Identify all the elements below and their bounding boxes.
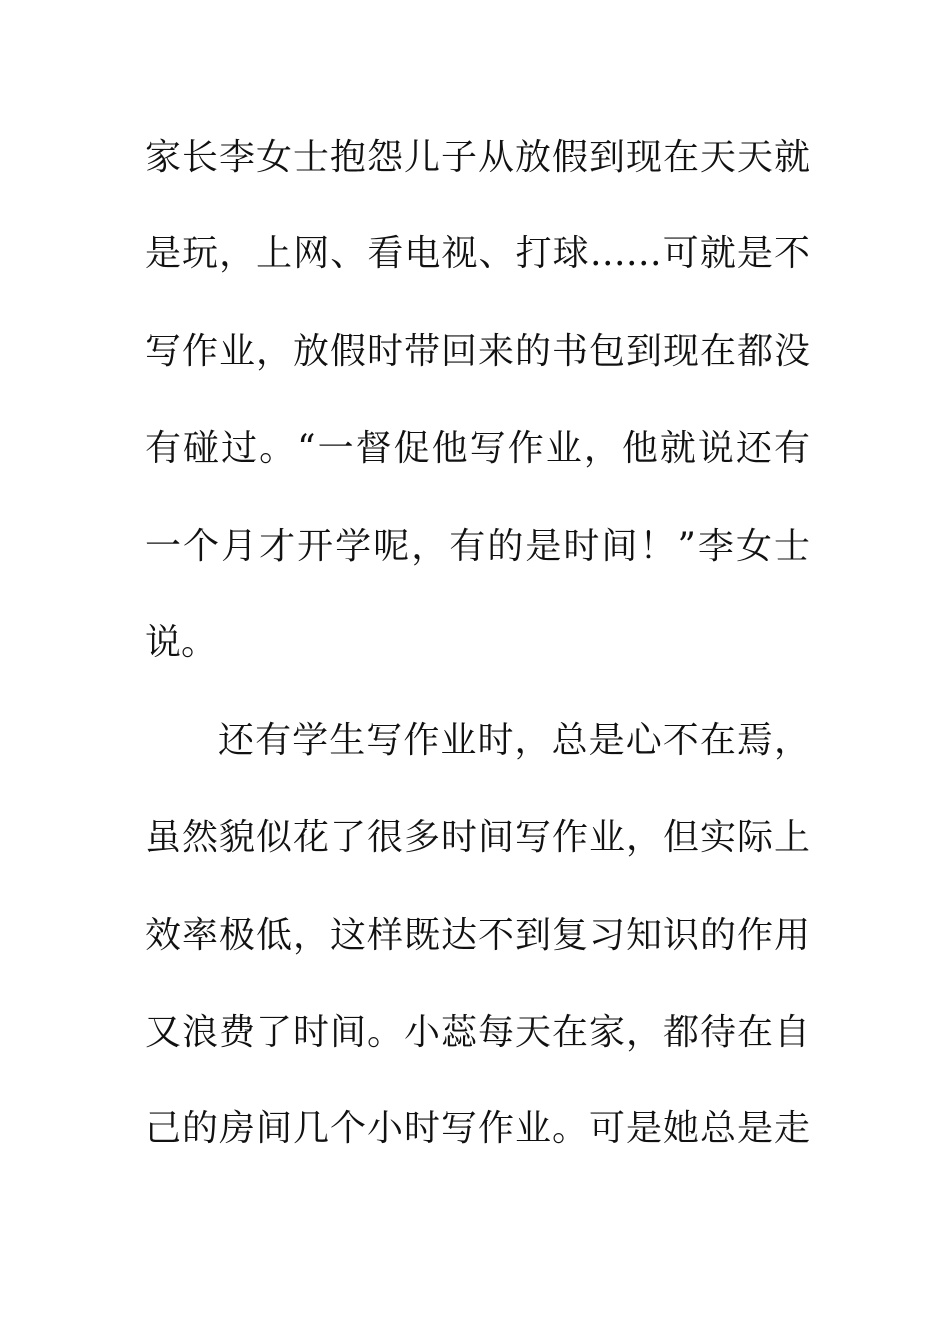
text-line: 效率极低，这样既达不到复习知识的作用 xyxy=(145,915,810,956)
text-line: 还有学生写作业时，总是心不在焉， xyxy=(218,720,810,761)
text-line: 说。 xyxy=(145,622,218,663)
text-line: 己的房间几个小时写作业。可是她总是走 xyxy=(145,1108,810,1149)
text-line: 一个月才开学呢，有的是时间！”李女士 xyxy=(145,526,810,567)
text-line: 写作业，放假时带回来的书包到现在都没 xyxy=(145,331,810,372)
text-line: 虽然貌似花了很多时间写作业，但实际上 xyxy=(145,817,810,858)
text-line: 有碰过。“一督促他写作业，他就说还有 xyxy=(145,428,810,469)
text-line: 又浪费了时间。小蕊每天在家，都待在自 xyxy=(145,1012,810,1053)
text-line: 家长李女士抱怨儿子从放假到现在天天就 xyxy=(145,137,810,178)
text-line: 是玩，上网、看电视、打球……可就是不 xyxy=(145,233,810,274)
